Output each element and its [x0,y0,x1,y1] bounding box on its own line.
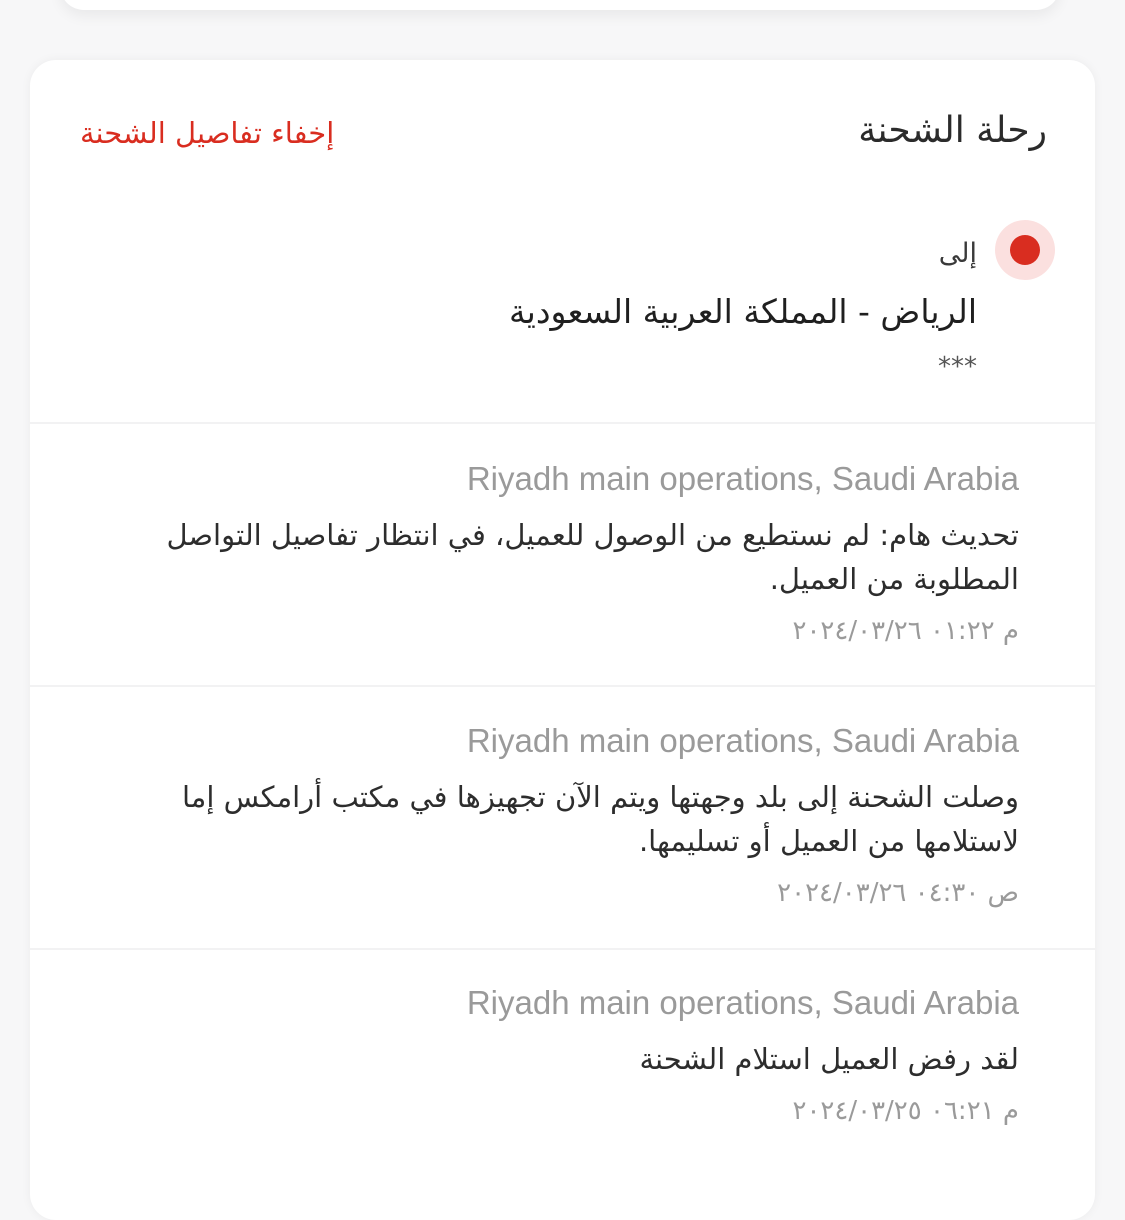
previous-card [60,0,1060,10]
page-title: رحلة الشحنة [858,110,1047,151]
hide-shipment-details-link[interactable]: إخفاء تفاصيل الشحنة [80,116,335,150]
event-description: لقد رفض العميل استلام الشحنة [639,1042,1019,1076]
destination-city: الرياض - المملكة العربية السعودية [508,292,977,331]
event-timestamp: م ٠١:٢٢ ٢٠٢٤/٠٣/٢٦ [792,616,1019,646]
event-location: Riyadh main operations, Saudi Arabia [466,722,1019,759]
timeline-event [119,719,1019,913]
destination-dot [1010,235,1040,265]
event-timestamp: م ٠٦:٢١ ٢٠٢٤/٠٣/٢٥ [792,1096,1019,1126]
timeline-event [119,457,1019,651]
timeline-event [119,981,1019,1131]
event-location: Riyadh main operations, Saudi Arabia [466,460,1019,497]
destination-address: *** [938,352,977,382]
destination-block [355,220,1055,450]
destination-label: إلى [938,238,977,269]
event-description: وصلت الشحنة إلى بلد وجهتها ويتم الآن تجهيزها في مكتب أرامكس إما لاستلامها من العميل أو تسليمها. [181,780,1019,858]
destination-marker-icon [995,220,1055,280]
divider [30,685,1095,687]
event-description: تحديث هام: لم نستطيع من الوصول للعميل، في انتظار تفاصيل التواصل المطلوبة من العميل. [166,518,1019,596]
card-header [30,60,1095,220]
event-location: Riyadh main operations, Saudi Arabia [466,984,1019,1021]
shipment-journey-card [30,60,1095,1220]
divider [30,422,1095,424]
divider [30,948,1095,950]
event-timestamp: ص ٠٤:٣٠ ٢٠٢٤/٠٣/٢٦ [777,878,1019,908]
